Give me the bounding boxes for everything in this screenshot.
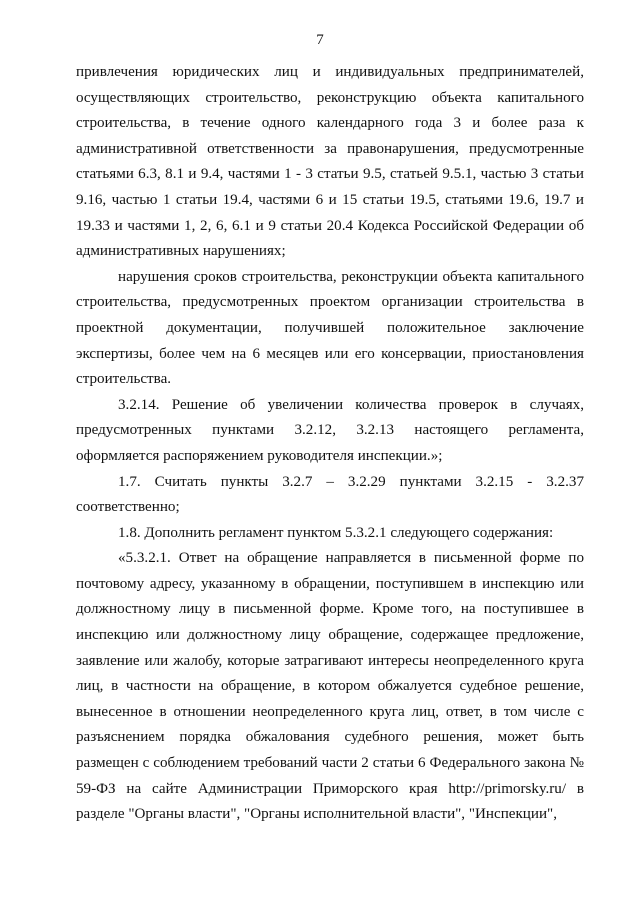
paragraph-1-7: 1.7. Считать пункты 3.2.7 – 3.2.29 пунктами 3.2.15 - 3.2.37 соответственно; — [76, 473, 584, 516]
paragraph-violations-list: привлечения юридических лиц и индивидуальных предпринимателей, осуществляющих строительство, реконструкцию объекта капитального строительства, в течение одного календарного года 3 и более раза к административной ответственности за правонарушения, предусмотренные статьями 6.3, 8.1 и 9.4, частями 1 - 3 статьи 9.5, статьей 9.5.1, частью 3 статьи 9.16, частью 1 статьи 19.4, частями 6 и 15 статьи 19.5, статьями 19.6, 19.7 и 19.33 и частями 1, 2, 6, 6.1 и 9 статьи 20.4 Кодекса Российской Федерации об административных нарушениях; — [76, 64, 584, 260]
paragraph-3-2-14: 3.2.14. Решение об увеличении количества проверок в случаях, предусмотренных пунктами 3.2.12, 3.2.13 настоящего регламента, оформляется распоряжением руководителя инспекции.»; — [76, 396, 584, 464]
page-number: 7 — [316, 32, 324, 48]
paragraph-5-3-2-1: «5.3.2.1. Ответ на обращение направляется в письменной форме по почтовому адресу, указанному в обращении, поступившем в инспекцию или должностному лицу в письменной форме. Кроме того, на поступившее в инспекцию или должностному лицу обращение, содержащее предложение, заявление или жалобу, которые затрагивают интересы неопределенного круга лиц, в частности на обращение, в котором обжалуется судебное решение, вынесенное в отношении неопределенного круга лиц, ответ, в том числе с разъяснением порядка обжалования судебного решения, может быть размещен с соблюдением требований части 2 статьи 6 Федерального закона № 59-ФЗ на сайте Администрации Приморского края http://primorsky.ru/ в разделе "Органы власти", "Органы исполнительной власти", "Инспекции", — [76, 550, 584, 823]
document-body — [76, 60, 584, 828]
paragraph-1-8: 1.8. Дополнить регламент пунктом 5.3.2.1 следующего содержания: — [118, 524, 554, 541]
paragraph-construction-deadlines: нарушения сроков строительства, реконструкции объекта капитального строительства, предусмотренных проектом организации строительства в проектной документации, получившей положительное заключение экспертизы, более чем на 6 месяцев или его консервации, приостановления строительства. — [76, 268, 584, 388]
